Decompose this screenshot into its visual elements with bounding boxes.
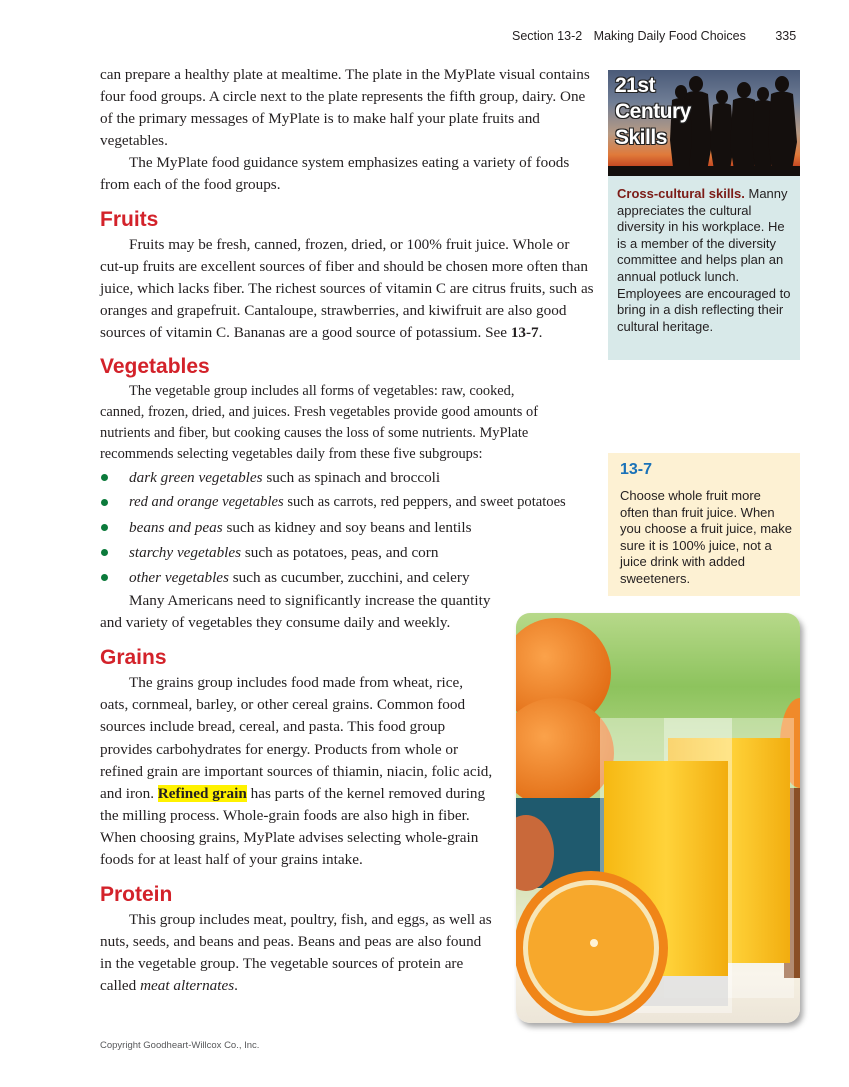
section-number: Section 13-2	[512, 29, 583, 43]
heading-grains: Grains	[100, 646, 167, 670]
heading-protein: Protein	[100, 883, 173, 907]
skills-banner-title: 21st Century Skills	[615, 74, 691, 149]
skills-lead: Cross-cultural skills.	[617, 186, 745, 201]
list-item: starchy vegetables such as potatoes, peas, and corn	[100, 540, 595, 565]
skills-text: Cross-cultural skills. Manny appreciates the cultural diversity in his workplace. He is a member of the diversity committee and helps plan an annual potluck lunch. Employees are encouraged to bring in a dish reflecting their cultural heritage.	[617, 186, 791, 334]
orange-juice-image-icon	[516, 613, 800, 1023]
intro-paragraph: can prepare a healthy plate at mealtime. The plate in the MyPlate visual contains four food groups. A circle next to the plate represents the fifth group, dairy. One of the primary messages of MyPlate is to make half your plate fruits and vegetables.	[100, 66, 590, 150]
list-item: red and orange vegetables such as carrots, red peppers, and sweet potatoes	[100, 490, 595, 515]
list-item: beans and peas such as kidney and soy beans and lentils	[100, 515, 595, 540]
vegetable-subgroups-list	[100, 465, 595, 590]
page-number: 335	[775, 29, 797, 43]
running-head	[512, 29, 796, 43]
fruits-paragraph: Fruits may be fresh, canned, frozen, dried, or 100% fruit juice. Whole or cut-up fruits are excellent sources of fiber and should be chosen more often than juice, which lacks fiber. The richest sources of vitamin C are citrus fruits, such as oranges and grapefruit. Cantaloupe, strawberries, and kiwifruit are also good sources of vitamin C. Bananas are a good source of potassium. See 13-7.	[100, 235, 594, 341]
list-item: other vegetables such as cucumber, zucchini, and celery	[100, 565, 595, 590]
section-title: Making Daily Food Choices	[593, 29, 746, 43]
copyright-notice: Copyright Goodheart-Willcox Co., Inc.	[100, 1040, 260, 1051]
vegetables-paragraph: The vegetable group includes all forms of vegetables: raw, cooked, canned, frozen, dried, and juices. Fresh vegetables provide good amounts of nutrients and fiber, but cooking causes the loss of some nutrients. MyPlate recommends selecting vegetables daily from these five subgroups:	[100, 383, 538, 463]
orange-juice-photo	[516, 613, 800, 1023]
protein-paragraph: This group includes meat, poultry, fish, and eggs, as well as nuts, seeds, and beans and peas. Beans and peas are also found in the vegetable group. The vegetable sources of protein are called meat alternates.	[100, 911, 492, 995]
skills-banner	[608, 70, 800, 176]
figure-reference-link[interactable]: 13-7	[510, 323, 539, 341]
figure-number: 13-7	[620, 461, 653, 478]
heading-vegetables: Vegetables	[100, 355, 210, 379]
heading-fruits: Fruits	[100, 207, 159, 231]
key-term-refined-grain[interactable]: Refined grain	[157, 784, 247, 802]
figure-caption-box	[608, 453, 800, 596]
figure-caption: Choose whole fruit more often than fruit juice. When you choose a fruit juice, make sure it is 100% juice, not a juice drink with added sweeteners.	[620, 488, 792, 586]
list-item: dark green vegetables such as spinach and broccoli	[100, 465, 595, 490]
intro-paragraph-2: The MyPlate food guidance system emphasizes eating a variety of foods from each of the food groups.	[100, 154, 570, 194]
vegetables-paragraph-2: Many Americans need to significantly increase the quantity and variety of vegetables they consume daily and weekly.	[100, 592, 491, 632]
grains-paragraph: The grains group includes food made from wheat, rice, oats, cornmeal, barley, or other cereal grains. Common food sources include bread, cereal, and pasta. This food group provides carbohydrates for energy. Products from whole or refined grain are important sources of thiamin, niacin, folic acid, and iron. Refined grain has parts of the kernel removed during the milling process. Whole-grain foods are also high in fiber. When choosing grains, MyPlate advises selecting whole-grain foods for at least half of your grains intake.	[100, 674, 493, 868]
skills-sidebar	[608, 70, 800, 360]
